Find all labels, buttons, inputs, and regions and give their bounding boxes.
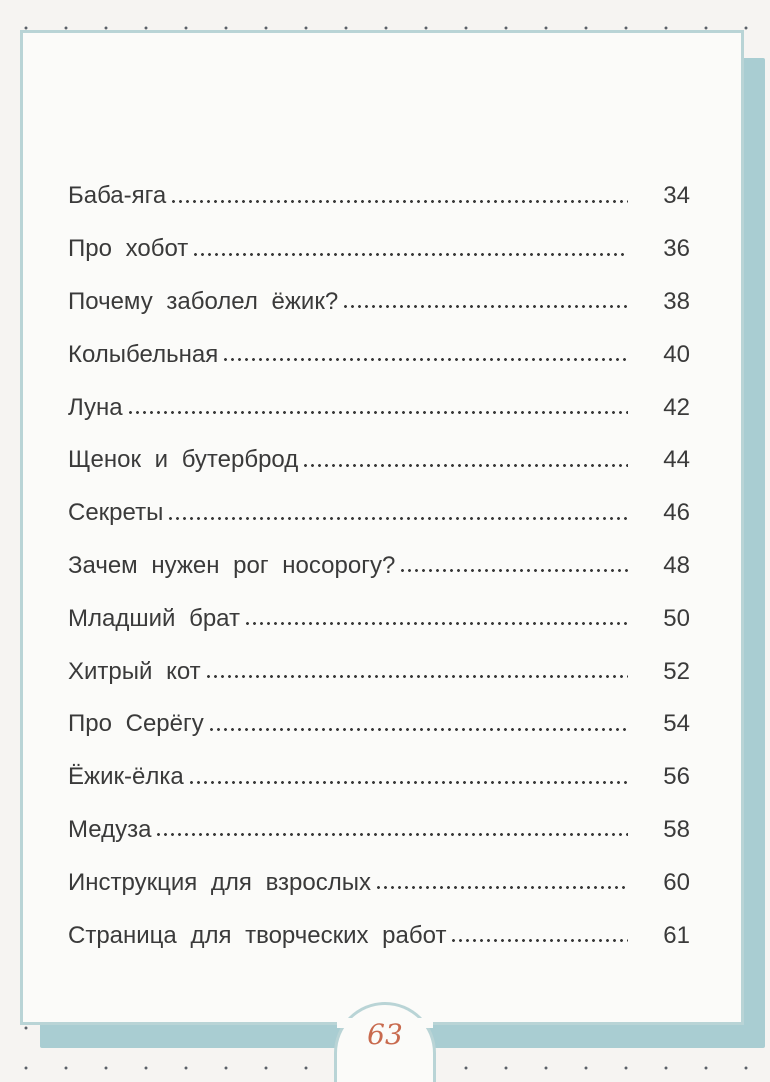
toc-entry[interactable] bbox=[68, 170, 690, 223]
toc-entry-title: Про хобот bbox=[68, 235, 189, 263]
toc-entry[interactable] bbox=[68, 487, 690, 540]
dot-leader bbox=[205, 675, 628, 678]
toc-entry-page: 48 bbox=[663, 551, 690, 579]
toc-entry-title: Младший брат bbox=[68, 604, 240, 632]
toc-entry-page: 46 bbox=[663, 499, 690, 527]
page-number: 63 bbox=[367, 1018, 403, 1051]
toc-entry[interactable] bbox=[68, 434, 690, 487]
toc-entry-page: 44 bbox=[663, 446, 690, 474]
toc-entry-title: Баба-яга bbox=[68, 182, 167, 210]
dot-leader bbox=[155, 833, 628, 836]
toc-entry[interactable] bbox=[68, 381, 690, 434]
dot-leader bbox=[170, 200, 628, 203]
dot-leader bbox=[302, 464, 628, 467]
toc-entry-title: Секреты bbox=[68, 499, 164, 527]
dot-leader bbox=[127, 411, 628, 414]
toc-entry-title: Почему заболел ёжик? bbox=[68, 287, 339, 315]
toc-entry[interactable] bbox=[68, 592, 690, 645]
toc-entry-title: Медуза bbox=[68, 815, 152, 843]
dot-leader bbox=[342, 305, 628, 308]
toc-entry-title: Страница для творческих работ bbox=[68, 921, 447, 949]
toc-entry-title: Луна bbox=[68, 393, 123, 421]
dot-leader bbox=[167, 517, 628, 520]
table-of-contents bbox=[68, 170, 690, 962]
toc-entry-title: Инструкция для взрослых bbox=[68, 868, 371, 896]
dot-leader bbox=[188, 781, 628, 784]
dot-leader bbox=[375, 886, 628, 889]
toc-entry-page: 34 bbox=[663, 182, 690, 210]
toc-entry-page: 58 bbox=[663, 815, 690, 843]
toc-entry[interactable] bbox=[68, 540, 690, 593]
toc-entry[interactable] bbox=[68, 698, 690, 751]
toc-entry[interactable] bbox=[68, 276, 690, 329]
dot-leader bbox=[399, 569, 628, 572]
toc-entry[interactable] bbox=[68, 804, 690, 857]
dot-leader bbox=[222, 358, 628, 361]
toc-entry[interactable] bbox=[68, 751, 690, 804]
toc-entry-page: 38 bbox=[663, 287, 690, 315]
toc-entry-title: Щенок и бутерброд bbox=[68, 446, 299, 474]
toc-entry-page: 52 bbox=[663, 657, 690, 685]
toc-entry-page: 60 bbox=[663, 868, 690, 896]
toc-entry-page: 61 bbox=[663, 921, 690, 949]
toc-entry[interactable] bbox=[68, 645, 690, 698]
toc-entry-title: Ёжик-ёлка bbox=[68, 763, 184, 791]
dot-leader bbox=[192, 253, 628, 256]
toc-entry[interactable] bbox=[68, 856, 690, 909]
toc-entry-page: 56 bbox=[663, 763, 690, 791]
toc-entry-title: Хитрый кот bbox=[68, 657, 201, 685]
toc-entry-page: 40 bbox=[663, 340, 690, 368]
toc-entry-page: 50 bbox=[663, 604, 690, 632]
toc-entry[interactable] bbox=[68, 223, 690, 276]
toc-entry-title: Колыбельная bbox=[68, 340, 219, 368]
toc-entry[interactable] bbox=[68, 909, 690, 962]
toc-entry-page: 36 bbox=[663, 235, 690, 263]
dot-leader bbox=[244, 622, 628, 625]
dot-leader bbox=[450, 939, 628, 942]
dot-leader bbox=[208, 728, 628, 731]
toc-entry-title: Зачем нужен рог носорогу? bbox=[68, 551, 396, 579]
toc-entry-page: 54 bbox=[663, 710, 690, 738]
toc-entry-title: Про Серёгу bbox=[68, 710, 204, 738]
toc-entry-page: 42 bbox=[663, 393, 690, 421]
toc-entry[interactable] bbox=[68, 328, 690, 381]
